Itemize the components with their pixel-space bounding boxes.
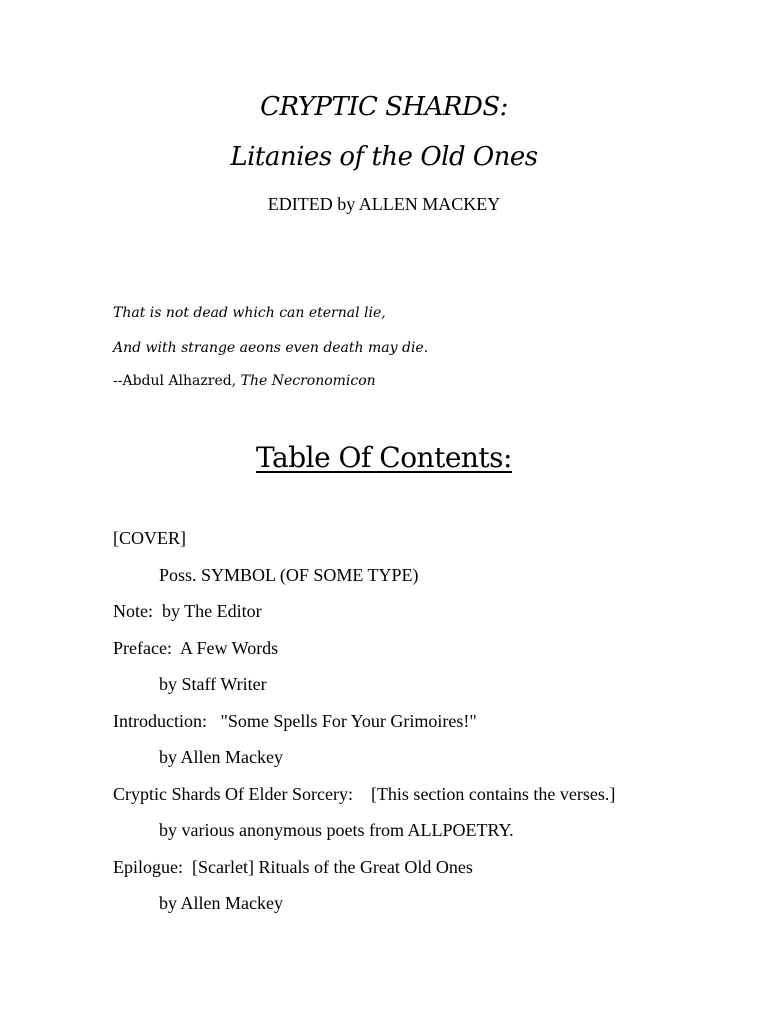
epigraph-line-2: And with strange aeons even death may die. xyxy=(113,340,429,356)
toc-entry-cover: [COVER] xyxy=(113,528,186,548)
toc-entry-cover-symbol: Poss. SYMBOL (OF SOME TYPE) xyxy=(159,565,419,585)
toc-entry-epilogue: Epilogue: [Scarlet] Rituals of the Great Old Ones xyxy=(113,857,473,877)
toc-entry-preface: Preface: A Few Words xyxy=(113,638,279,658)
toc-entry-note: Note: by The Editor xyxy=(113,601,262,621)
toc-entry-introduction: Introduction: "Some Spells For Your Grimoires!" xyxy=(113,711,477,731)
editor-line: EDITED by ALLEN MACKEY xyxy=(267,194,501,214)
toc-entry-cryptic-shards: Cryptic Shards Of Elder Sorcery: [This section contains the verses.] xyxy=(113,784,616,804)
toc-heading xyxy=(0,441,768,474)
epigraph-attribution xyxy=(113,373,376,389)
book-title: CRYPTIC SHARDS: xyxy=(260,92,508,122)
epigraph-line-1: That is not dead which can eternal lie, xyxy=(113,305,386,321)
toc-entry-epilogue-author: by Allen Mackey xyxy=(159,893,283,913)
book-subtitle: Litanies of the Old Ones xyxy=(230,142,538,172)
toc-entry-introduction-author: by Allen Mackey xyxy=(159,747,283,767)
toc-heading-text: Table Of Contents: xyxy=(256,441,512,474)
toc-entry-cryptic-shards-author: by various anonymous poets from ALLPOETRY. xyxy=(159,820,514,840)
toc-entry-preface-author: by Staff Writer xyxy=(159,674,267,694)
attribution-book: The Necronomicon xyxy=(240,373,376,389)
attribution-author: --Abdul Alhazred, xyxy=(113,373,241,389)
